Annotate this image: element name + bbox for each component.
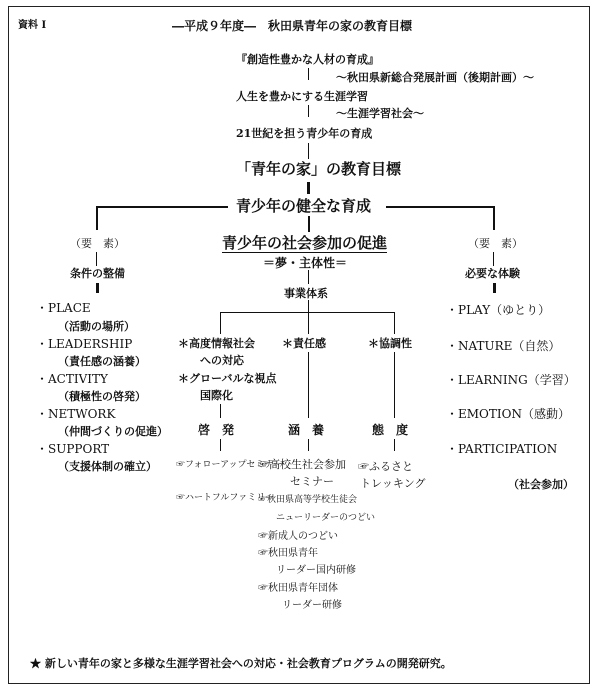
- connector: [308, 105, 309, 117]
- experience-learning: ・LEARNING（学習）: [446, 373, 576, 387]
- right-experiences: 必要な体験: [465, 267, 520, 280]
- chain-plan: ～秋田県新総合発展計画（後期計画）～: [336, 71, 534, 84]
- page-title: ―平成９年度― 秋田県青年の家の教育目標: [172, 19, 413, 33]
- chain-lifelong: 人生を豊かにする生涯学習: [236, 90, 368, 103]
- connector: [308, 68, 309, 80]
- element-support-jp: （支援体制の確立）: [58, 460, 157, 473]
- healthy-development: 青少年の健全な育成: [236, 197, 372, 215]
- col1-title-3: ＊グローバルな視点: [178, 372, 277, 385]
- element-leadership: ・LEADERSHIP: [36, 337, 133, 351]
- experience-emotion: ・EMOTION（感動）: [446, 407, 570, 421]
- program-youth-group-2: リーダー研修: [282, 600, 342, 611]
- connector: [308, 439, 309, 451]
- connector: [308, 300, 309, 312]
- connector: [307, 182, 310, 194]
- col2-title: ＊責任感: [282, 337, 326, 350]
- education-goal-heading: 「青年の家」の教育目標: [236, 160, 402, 178]
- col3-title: ＊協調性: [368, 337, 412, 350]
- program-hometown-trekking: ☞ふるさと: [358, 460, 413, 473]
- chain-society: ～生涯学習社会～: [336, 107, 424, 120]
- connector: [96, 252, 97, 266]
- col1-title: ＊高度情報社会: [178, 337, 255, 350]
- element-support: ・SUPPORT: [36, 442, 110, 456]
- connector: [96, 206, 98, 230]
- element-activity: ・ACTIVITY: [36, 372, 108, 386]
- connector: [96, 283, 99, 293]
- branch-line-right: [386, 206, 494, 208]
- program-youth-domestic-2: リーダー国内研修: [276, 565, 356, 576]
- element-place-jp: （活動の場所）: [58, 320, 135, 333]
- connector: [493, 283, 496, 293]
- program-heartful-family: ☞ハートフルファミリー: [176, 493, 275, 503]
- element-network: ・NETWORK: [36, 407, 116, 421]
- left-conditions: 条件の整備: [70, 267, 125, 280]
- program-youth-group: ☞秋田県青年団体: [258, 583, 338, 594]
- connector: [493, 252, 494, 266]
- connector: [394, 439, 395, 451]
- program-hometown-trekking-2: トレッキング: [360, 477, 426, 490]
- program-system: 事業体系: [284, 287, 328, 300]
- right-elements-heading: （要 素）: [468, 237, 523, 250]
- connector: [394, 312, 395, 334]
- category-attitude: 態 度: [372, 423, 409, 437]
- experience-participation: ・PARTICIPATION: [446, 442, 558, 456]
- connector: [220, 312, 221, 334]
- program-coming-of-age: ☞新成人のつどい: [258, 531, 338, 542]
- branch-line-left: [96, 206, 228, 208]
- program-followup-seminar: ☞フォローアップセミナー: [176, 460, 283, 470]
- experience-nature: ・NATURE（自然）: [446, 339, 561, 353]
- element-activity-jp: （積極性の啓発）: [58, 390, 146, 403]
- participation-jp: （社会参加）: [508, 478, 574, 491]
- connector: [220, 439, 221, 451]
- footer-note: ★ 新しい青年の家と多様な生涯学習社会への対応・社会教育プログラムの開発研究。: [30, 657, 452, 670]
- reference-label: 資料 I: [18, 20, 47, 31]
- element-network-jp: （仲間づくりの促進）: [58, 425, 168, 438]
- chain-21st: 21世紀を担う青少年の育成: [236, 127, 373, 140]
- experience-play: ・PLAY（ゆとり）: [446, 303, 551, 317]
- chain-creativity: 『創造性豊かな人材の育成』: [236, 53, 379, 66]
- program-newleader-2: ニューリーダーのつどい: [276, 513, 376, 523]
- connector: [308, 270, 309, 284]
- connector: [394, 352, 395, 418]
- category-enlighten: 啓 発: [198, 423, 235, 437]
- program-highschool-seminar-2: セミナー: [290, 475, 334, 488]
- category-cultivate: 涵 養: [288, 423, 325, 437]
- element-leadership-jp: （責任感の涵養）: [58, 355, 146, 368]
- program-newleader: ☞秋田県高等学校生徒会: [258, 495, 358, 505]
- program-highschool-seminar: ☞高校生社会参加: [258, 458, 346, 471]
- connector: [308, 143, 309, 159]
- element-place: ・PLACE: [36, 301, 91, 315]
- connector: [220, 404, 221, 418]
- connector: [308, 216, 310, 232]
- connector: [308, 312, 309, 334]
- dream-subjectivity: ＝夢・主体性＝: [263, 256, 348, 270]
- col1-title-2: への対応: [200, 354, 244, 367]
- connector: [308, 352, 309, 418]
- connector: [493, 206, 495, 230]
- social-participation-heading: 青少年の社会参加の促進: [222, 234, 388, 252]
- program-youth-domestic: ☞秋田県青年: [258, 548, 318, 559]
- col1-title-4: 国際化: [200, 389, 233, 402]
- left-elements-heading: （要 素）: [70, 237, 125, 250]
